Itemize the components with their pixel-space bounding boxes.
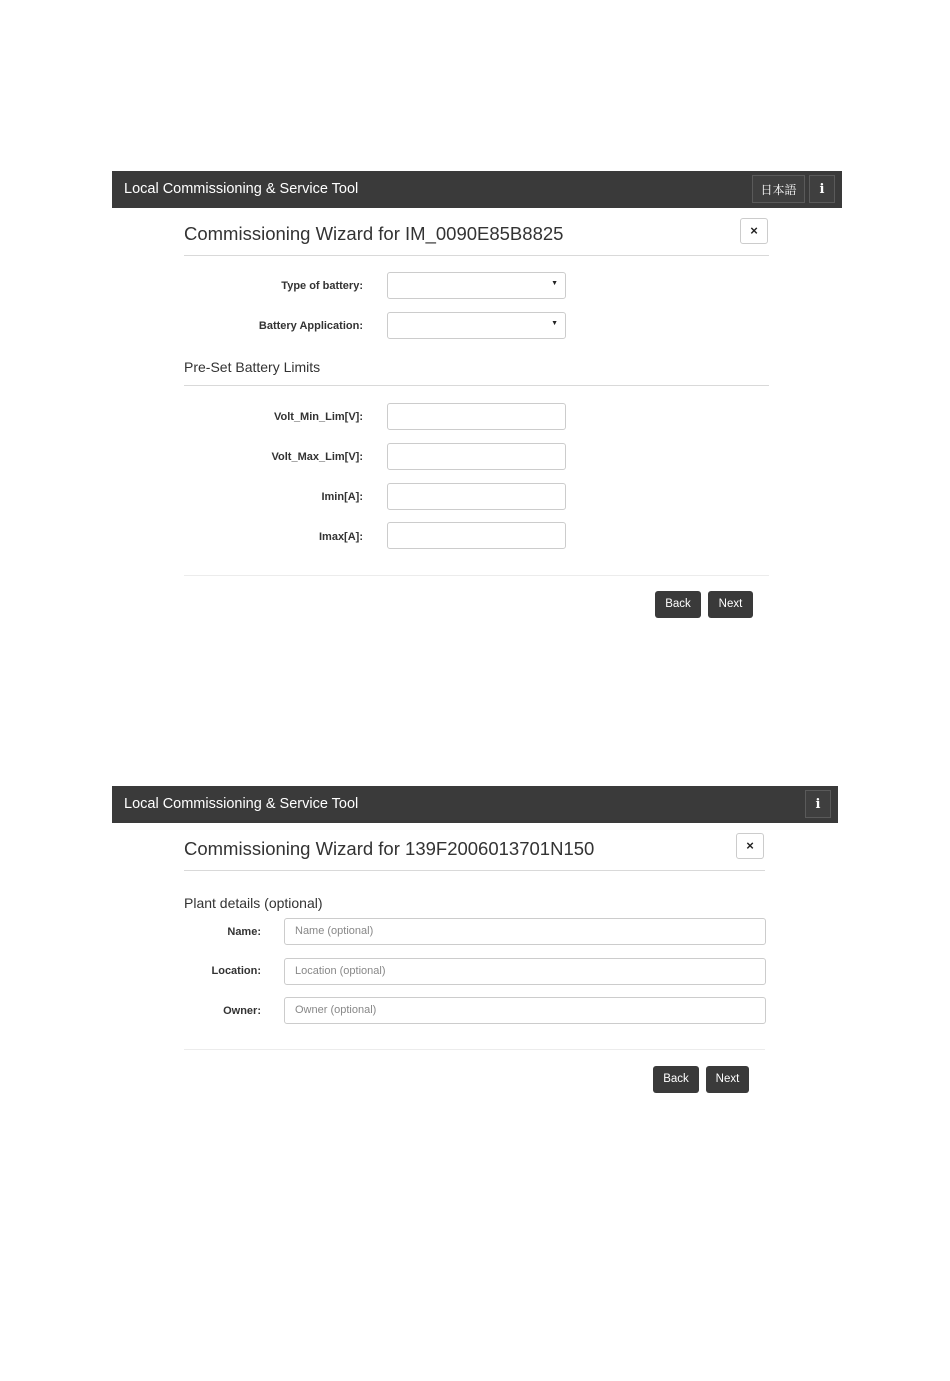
- volt-min-input[interactable]: [387, 403, 566, 430]
- app-header-bar: [112, 171, 842, 208]
- volt-max-label: Volt_Max_Lim[V]:: [271, 451, 363, 463]
- name-placeholder: Name (optional): [295, 925, 374, 937]
- info-icon[interactable]: i: [809, 175, 835, 203]
- next-button[interactable]: Next: [706, 1066, 749, 1093]
- wizard-title: Commissioning Wizard for IM_0090E85B8825: [184, 223, 564, 244]
- app-title: Local Commissioning & Service Tool: [124, 181, 359, 197]
- section-title: Plant details (optional): [184, 895, 323, 911]
- wizard-panel-plant: [112, 786, 838, 1106]
- back-button[interactable]: Back: [653, 1066, 699, 1093]
- next-button[interactable]: Next: [708, 591, 753, 618]
- close-icon[interactable]: ×: [736, 833, 764, 859]
- owner-label: Owner:: [223, 1005, 261, 1017]
- title-divider: [184, 255, 769, 256]
- battery-application-select[interactable]: [387, 312, 566, 339]
- type-of-battery-label: Type of battery:: [281, 280, 363, 292]
- name-input[interactable]: [284, 918, 766, 945]
- footer-divider: [184, 575, 769, 576]
- app-header-bar: [112, 786, 838, 823]
- close-icon[interactable]: ×: [740, 218, 768, 244]
- wizard-panel-battery: [112, 171, 842, 631]
- imin-input[interactable]: [387, 483, 566, 510]
- volt-min-label: Volt_Min_Lim[V]:: [273, 411, 363, 423]
- language-button[interactable]: 日本語: [752, 175, 805, 203]
- app-title: Local Commissioning & Service Tool: [124, 796, 359, 812]
- section-divider: [184, 385, 769, 386]
- volt-max-input[interactable]: [387, 443, 566, 470]
- wizard-title: Commissioning Wizard for 139F2006013701N150: [184, 838, 595, 859]
- info-icon[interactable]: i: [805, 790, 831, 818]
- imax-label: Imax[A]:: [318, 531, 363, 543]
- location-label: Location:: [211, 965, 261, 977]
- name-label: Name:: [227, 926, 261, 938]
- section-title: Pre-Set Battery Limits: [184, 359, 321, 375]
- type-of-battery-select[interactable]: [387, 272, 566, 299]
- chevron-down-icon: ▼: [551, 280, 558, 287]
- owner-placeholder: Owner (optional): [295, 1004, 377, 1016]
- owner-input[interactable]: [284, 997, 766, 1024]
- location-placeholder: Location (optional): [295, 965, 386, 977]
- chevron-down-icon: ▼: [551, 320, 558, 327]
- location-input[interactable]: [284, 958, 766, 985]
- imin-label: Imin[A]:: [321, 491, 363, 503]
- back-button[interactable]: Back: [655, 591, 701, 618]
- title-divider: [184, 870, 765, 871]
- battery-application-label: Battery Application:: [258, 320, 363, 332]
- footer-divider: [184, 1049, 765, 1050]
- imax-input[interactable]: [387, 522, 566, 549]
